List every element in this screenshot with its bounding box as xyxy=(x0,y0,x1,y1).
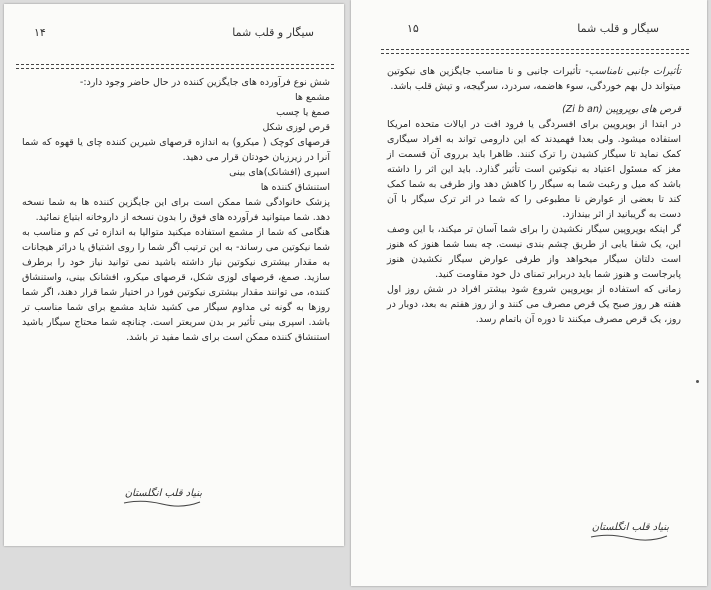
signature-flourish xyxy=(589,533,669,541)
body-paragraph: هنگامی که شما از مشمع استفاده میکنید متوالیا به اندازه ئی کم و مناسب به شما نیکوتین می رساند- به این ترتیب اگر شما را روی اشتیاق یا دراثر هیجانات به مقدار بیشتری نیکوتین نیاز داشته باشید نمی توانید نیاز خود را برطرف سازید. صمغ، قرصهای لوزی شکل، قرصهای میکرو، افشانک بینی، واستنشاق کننده، می توانند مقدار بیشتری نیکوتین فورا در اختیار شما قرار دهند، اگر شما روزها به گونه ئی مداوم سیگار می کشید شاید مشمع برای شما مناسب تر باشد. اسپری بینی تأثیر بر بدن سریعتر است. چنانچه شما محتاج سیگار باشید استنشاق کننده ممکن است برای شما مفید تر باشد. xyxy=(22,227,330,343)
page-body xyxy=(22,75,330,345)
signature xyxy=(122,488,202,507)
margin-mark xyxy=(696,380,699,383)
header-rule xyxy=(16,64,334,69)
body-paragraph: زمانی که استفاده از بوپروپین شروع شود بیشتر افراد در شش روز اول هفته هر روز صبح یک قرص مصرف می کنند و از روز هفتم به بعد، دوبار در روز، یک قرص مصرف میکنند تا دوره آن باتمام رسد. xyxy=(387,284,681,325)
page-body xyxy=(387,64,681,327)
intro-label: تأثیرات جانبی نامناسب- xyxy=(585,66,682,77)
body-paragraph: گر اینکه بوپروپین سیگار نکشیدن را برای شما آسان تر میکند، با این وصف این، یک شفا یابی از طریق چشم بندی نیست. چه بسا شما هنوز که هنوز است دلتان سیگار میخواهد واز طرفی عوارض سیگار نکشیدن هنوز پابرجاست و هنوز شما باید دربرابر تمنای دل خود مقاومت کنید. xyxy=(387,224,681,280)
signature-text: بنیاد قلب انگلستان xyxy=(591,522,669,533)
signature xyxy=(589,522,669,541)
body-paragraph: استنشاق کننده ها xyxy=(260,182,330,193)
page-number: ۱۴ xyxy=(34,26,46,39)
body-paragraph: اسپری (افشانک)های بینی xyxy=(229,167,330,178)
right-page xyxy=(351,0,707,586)
signature-flourish xyxy=(122,499,202,507)
body-paragraph: پزشک خانوادگی شما ممکن است برای این جایگزین کننده ها به شما نسخه دهد. شما میتوانید فرآورده های فوق را بدون نسخه از داروخانه ابتیاع نمائید. xyxy=(22,197,330,223)
intro-paragraph xyxy=(387,64,681,94)
intro-text: تأثیرات جانبی و نا مناسب جایگزین های نیکوتین میتواند دل بهم خوردگی، سوء هاضمه، سردرد، سرگیجه، و تپش قلب باشد. xyxy=(387,66,681,92)
section-heading: قرص های بوپروپین (Zi b an) xyxy=(562,104,681,115)
body-paragraph: قرصهای کوچک ( میکرو) به اندازه قرصهای شیرین کننده چای یا قهوه که شما آنرا در زیرزبان خودتان قرار می دهید. xyxy=(22,137,330,163)
body-paragraph: شش نوع فرآورده های جایگزین کننده در حال حاضر وجود دارد:- xyxy=(79,77,330,88)
body-paragraph: صمغ یا چسب xyxy=(276,107,330,118)
running-title: سیگار و قلب شما xyxy=(577,22,659,35)
body-paragraph: مشمع ها xyxy=(294,92,330,103)
signature-text: بنیاد قلب انگلستان xyxy=(124,488,202,499)
left-page xyxy=(4,4,344,546)
header-rule xyxy=(381,49,689,54)
page-number: ۱۵ xyxy=(407,22,419,35)
running-title: سیگار و قلب شما xyxy=(232,26,314,39)
body-paragraph: قرص لوزی شکل xyxy=(262,122,330,133)
body-paragraph: در ابتدا از بوپروپین برای افسردگی یا فرود افت در ایالات متحده امریکا استفاده میشود. ولی بعدا فهمیدند که این دارومی تواند به افراد سیگاری کمک نماید تا سیگار کشیدن را ترک کنند. ظاهرا باید برروی آن قسمت از مغز که مسئول اعتیاد به نیکوتین است تأثیر گذارد. باید این اثر را داشته باشد که میل و رغبت شما به سیگار را کاهش دهد واز طرفی به شما کمک کند تا بعضی از عوارض نا مطبوعی را که شما در اثر ترک سیگار با آن دست به گریبانید از اثر بیندازد. xyxy=(387,119,681,220)
